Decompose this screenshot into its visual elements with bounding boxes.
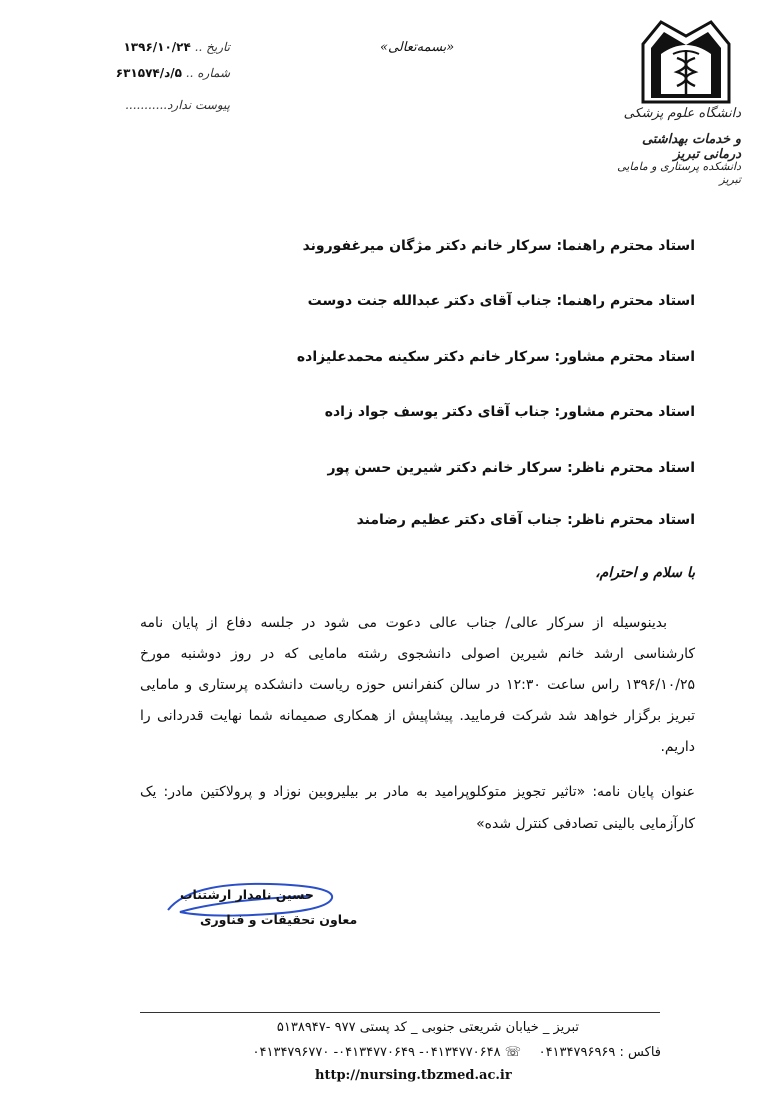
number-value: ۵/د/۶۳۱۵۷۴ — [115, 66, 182, 80]
addressee-line: استاد محترم مشاور: جناب آقای دکتر یوسف جواد زاده — [324, 404, 695, 420]
footer-phones: ☏ ۰۴۱۳۴۷۷۰۶۴۸- ۰۴۱۳۴۷۷۰۶۴۹- ۰۴۱۳۴۷۹۶۷۷۰ — [252, 1045, 521, 1060]
logo-university-services: و خدمات بهداشتی درمانی تبریز — [641, 132, 741, 162]
date-label: تاریخ — [206, 40, 230, 54]
emblem-icon — [631, 14, 741, 106]
bismillah-heading: «بسمه‌تعالی» — [380, 40, 455, 55]
letter-number: شماره .. ۵/د/۶۳۱۵۷۴ — [115, 66, 230, 80]
logo-faculty-name: دانشکده پرستاری و مامایی تبریز — [617, 160, 741, 186]
signatory-name: حسین نامدار ارشتناب — [180, 887, 314, 902]
letter-body: بدینوسیله از سرکار عالی/ جناب عالی دعوت می شود در جلسه دفاع از پایان نامه کارشناسی ارشد خانم شیرین اصولی دانشجوی رشته مامایی که در روز دوشنبه مورخ ۱۳۹۶/۱۰/۲۵ راس ساعت ۱۲:۳۰ در سالن کنفرانس حوزه ریاست دانشکده پرستاری و مامایی تبریز برگزار خواهد شد شرکت فرمایید. پیشاپیش از همکاری صمیمانه شما نهایت قدردانی را داریم. — [140, 615, 696, 755]
footer-fax: فاکس : ۰۴۱۳۴۷۹۶۹۶۹ — [538, 1045, 661, 1060]
addressee-line: استاد محترم راهنما: سرکار خانم دکتر مژگان میرغفوروند — [302, 238, 695, 254]
date-value: ۱۳۹۶/۱۰/۲۴ — [123, 40, 191, 54]
thesis-title: عنوان پایان نامه: «تاثیر تجویز متوکلوپرامید به مادر بر بیلیروبین نوزاد و پرولاکتین مادر: یک کارآزمایی بالینی تصادفی کنترل شده» — [140, 784, 695, 832]
signatory-title: معاون تحقیقات و فناوری — [200, 912, 358, 927]
attachment-note: پیوست ندارد........... — [125, 98, 230, 112]
addressee-line: استاد محترم ناظر: سرکار خانم دکتر شیرین حسن پور — [327, 460, 695, 476]
logo-university-name: دانشگاه علوم پزشکی — [623, 106, 741, 121]
footer-divider — [140, 1012, 660, 1013]
greeting: با سلام و احترام، — [595, 565, 695, 581]
footer-website-link[interactable]: http://nursing.tbzmed.ac.ir — [315, 1068, 512, 1083]
university-logo — [617, 14, 741, 186]
addressee-line: استاد محترم مشاور: سرکار خانم دکتر سکینه محمدعلیزاده — [296, 349, 695, 365]
letter-date: تاریخ .. ۱۳۹۶/۱۰/۲۴ — [123, 40, 230, 54]
addressee-line: استاد محترم ناظر: جناب آقای دکتر عظیم رضامند — [356, 512, 695, 528]
footer-address: تبریز _ خیابان شریعتی جنوبی _ کد پستی ۹۷۷ -۵۱۳۸۹۴۷ — [276, 1020, 579, 1035]
number-label: شماره — [197, 66, 230, 80]
addressee-line: استاد محترم راهنما: جناب آقای دکتر عبدالله جنت دوست — [307, 293, 695, 309]
